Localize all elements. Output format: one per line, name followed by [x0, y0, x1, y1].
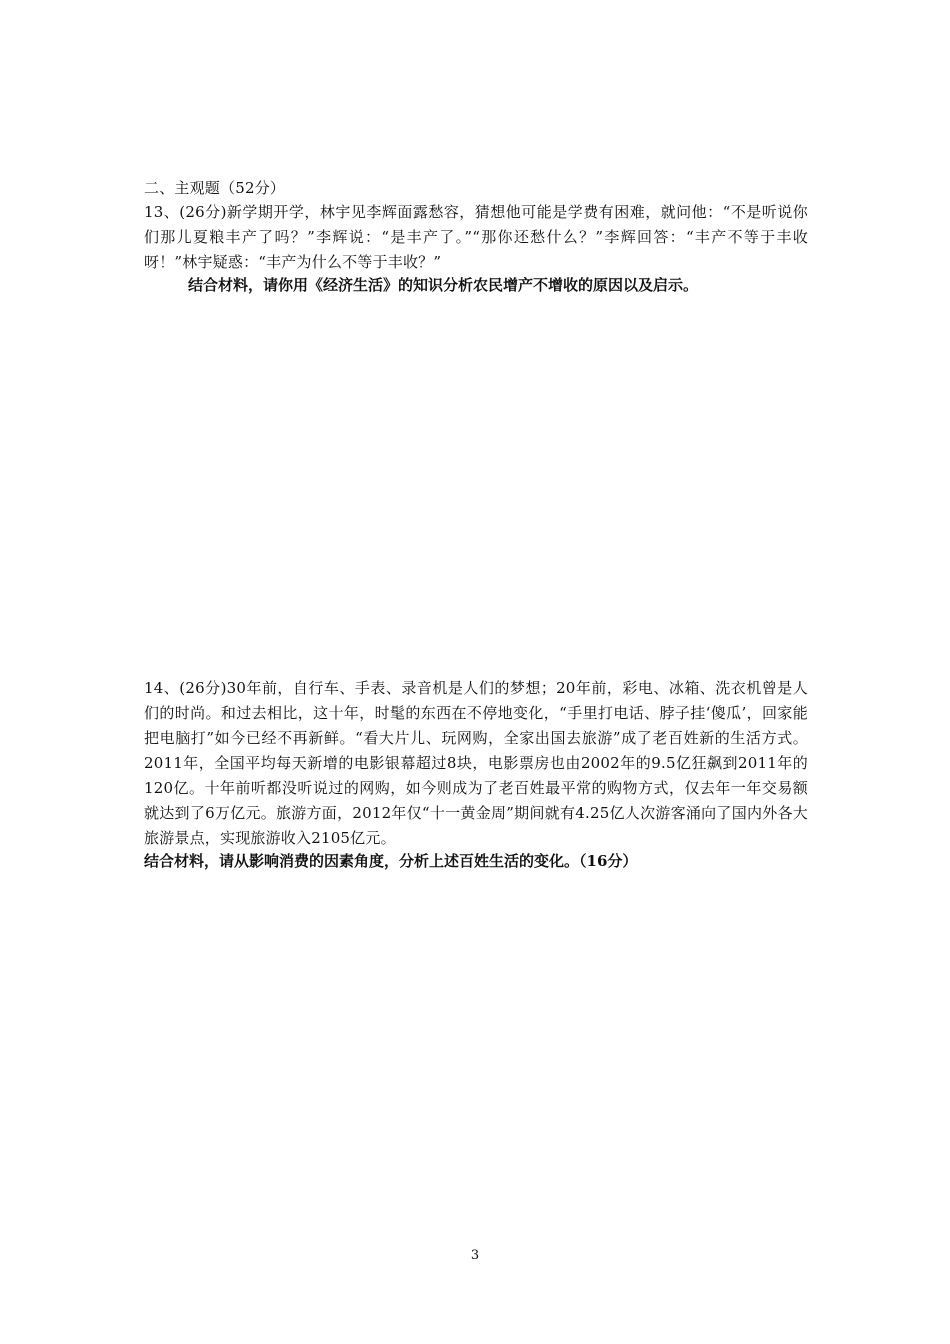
page-number: 3 — [470, 1248, 480, 1263]
question-14-instruction: 结合材料，请从影响消费的因素角度，分析上述百姓生活的变化。（16分） — [144, 852, 638, 870]
question-13-instruction: 结合材料，请你用《经济生活》的知识分析农民增产不增收的原因以及启示。 — [188, 276, 699, 294]
section-heading: 二、主观题（52分） — [144, 179, 286, 197]
question-14 — [144, 676, 808, 851]
question-14-text: 14、(26分)30年前，自行车、手表、录音机是人们的梦想；20年前，彩电、冰箱、洗衣机曾是人们的时尚。和过去相比，这十年，时髦的东西在不停地变化，“手里打电话、脖子挂‘傻瓜’，回家能把电脑打”如今已经不再新鲜。“看大片儿、玩网购，全家出国去旅游”成了老百姓新的生活方式。2011年，全国平均每天新增的电影银幕超过8块，电影票房也由2002年的9.5亿狂飙到2011年的120亿。十年前听都没听说过的网购，如今则成为了老百姓最平常的购物方式，仅去年一年交易额就达到了6万亿元。旅游方面，2012年仅“十一黄金周”期间就有4.25亿人次游客涌向了国内外各大旅游景点，实现旅游收入2105亿元。 — [144, 679, 808, 847]
question-13 — [144, 200, 808, 275]
question-13-text: 13、(26分)新学期开学，林宇见李辉面露愁容，猜想他可能是学费有困难，就问他：“不是听说你们那儿夏粮丰产了吗？”李辉说：“是丰产了。”“那你还愁什么？”李辉回答：“丰产不等于丰收呀！”林宇疑惑：“丰产为什么不等于丰收？” — [144, 203, 808, 271]
